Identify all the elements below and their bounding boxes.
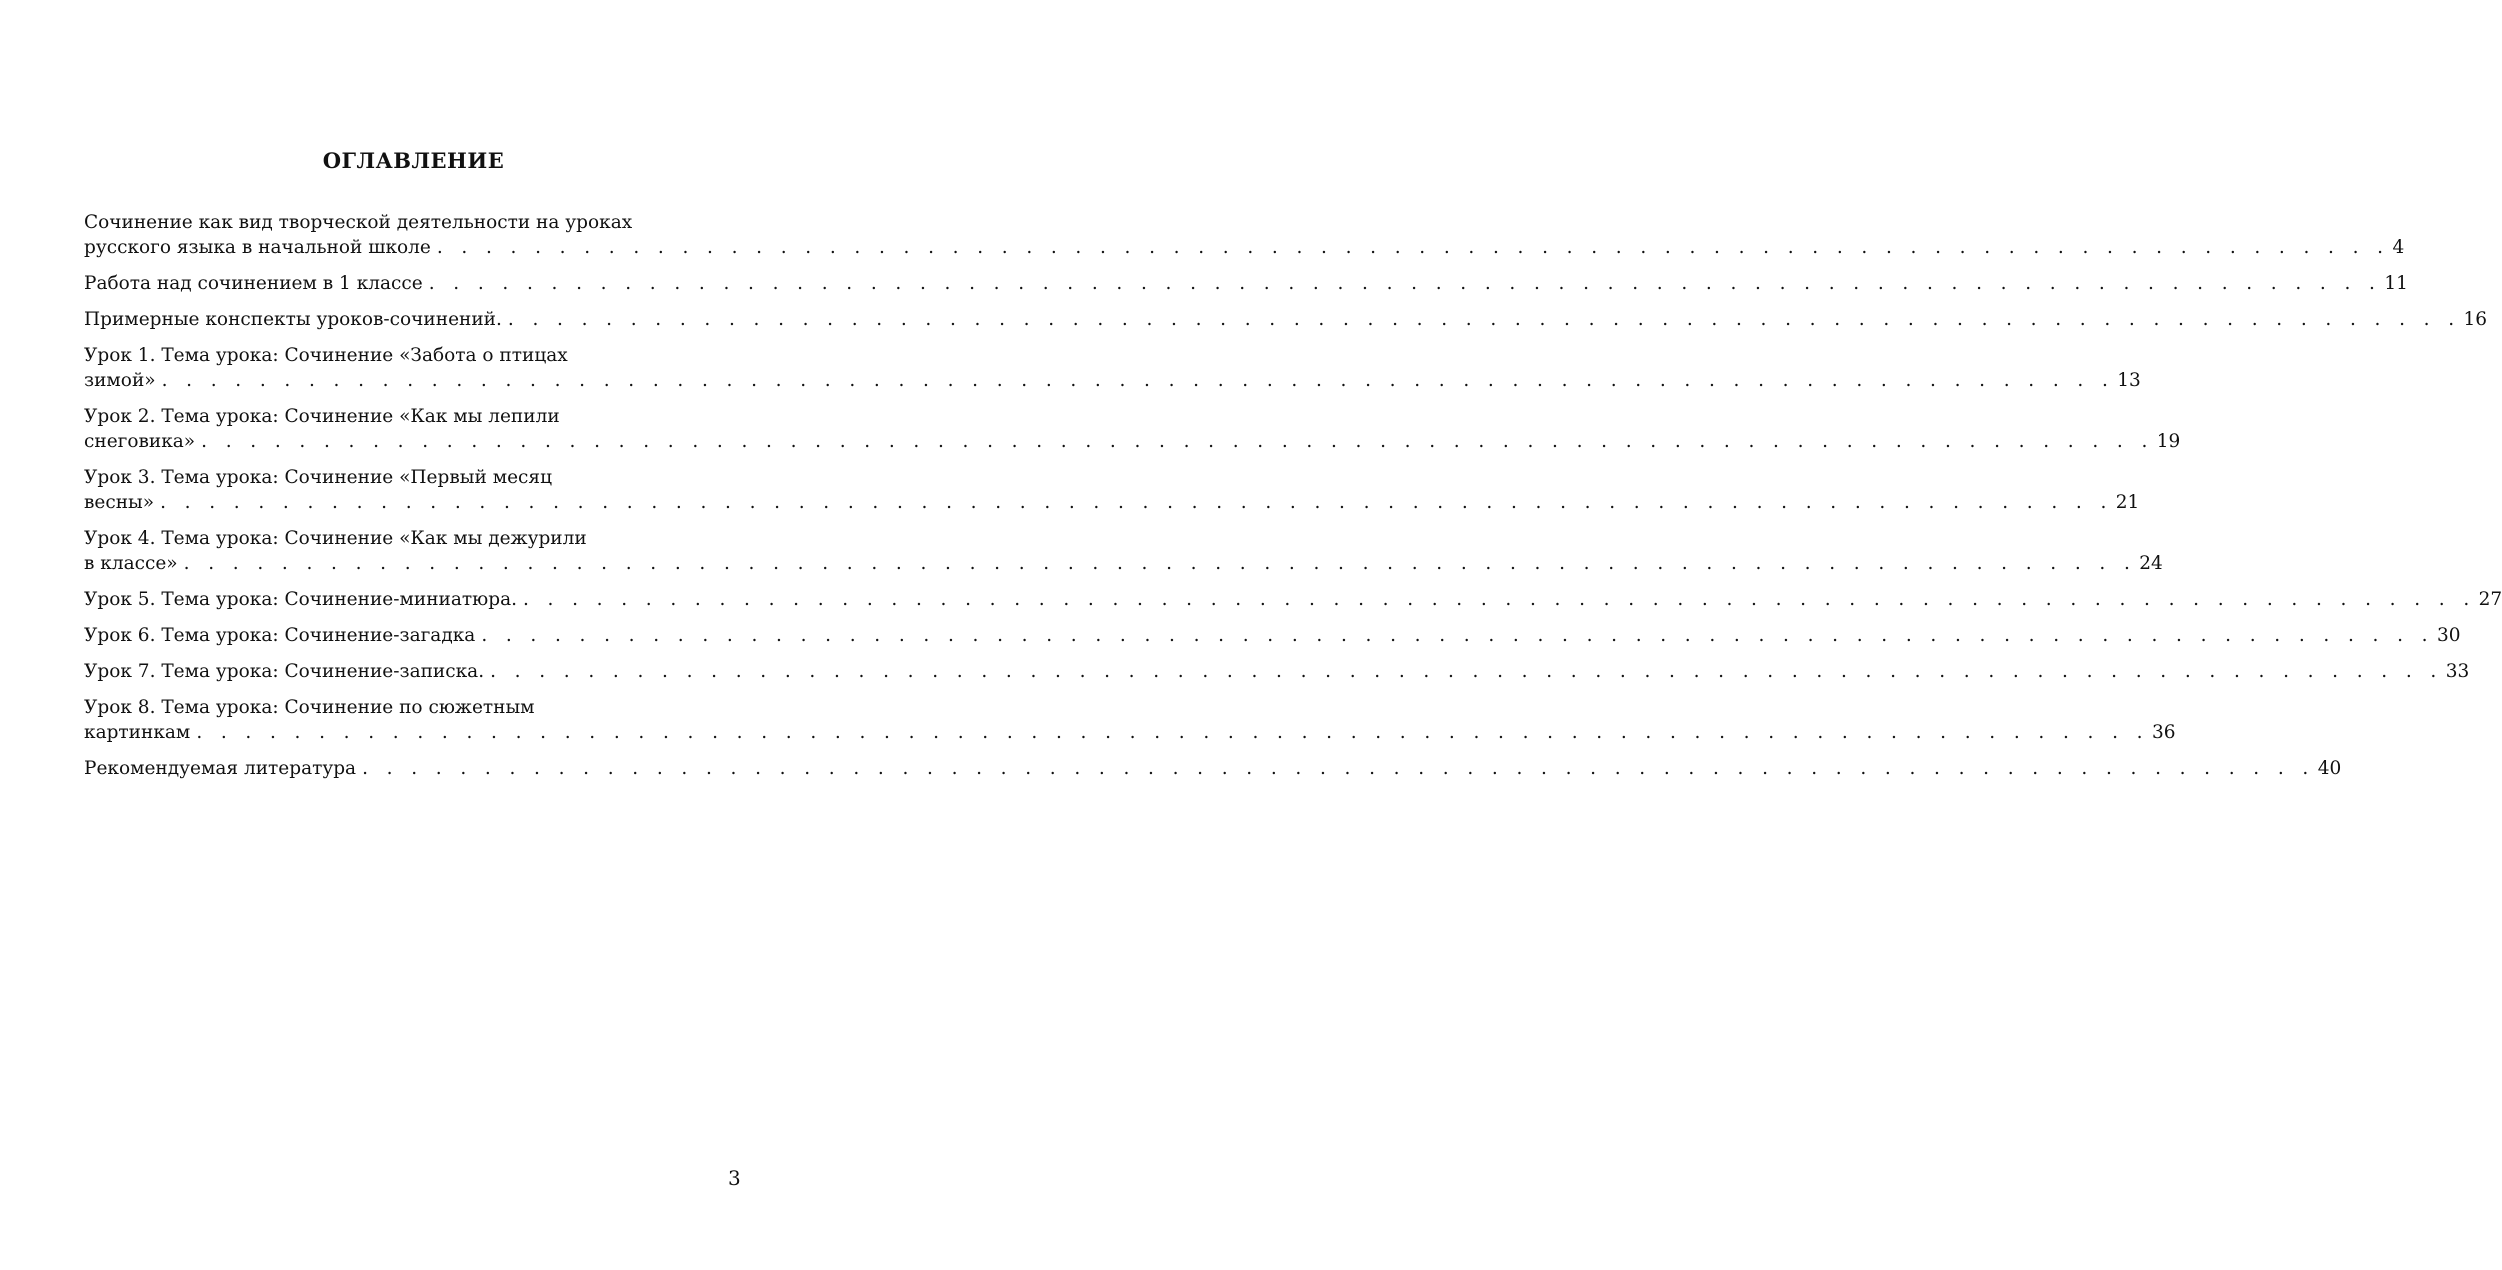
toc-entry-line <box>84 368 2141 393</box>
toc-entry-page: 19 <box>2156 431 2181 452</box>
toc-entry <box>84 756 2342 781</box>
toc-entry <box>84 343 2141 393</box>
toc-entry-text: Урок 2. Тема урока: Сочинение «Как мы лепили <box>84 406 560 427</box>
toc-entry-line <box>84 623 2461 648</box>
toc-entry <box>84 623 2461 648</box>
toc-entry-line <box>84 429 2181 454</box>
toc-entry <box>84 587 2502 612</box>
toc-entry-line <box>84 756 2342 781</box>
toc-entry-page: 4 <box>2392 237 2405 258</box>
toc-entry-line <box>84 659 2470 684</box>
toc-entry-page: 30 <box>2436 625 2461 646</box>
toc-entry-text: в классе» <box>84 553 178 574</box>
toc-entry <box>84 526 2163 576</box>
toc-entry-text: Урок 3. Тема урока: Сочинение «Первый месяц <box>84 467 552 488</box>
toc-entry <box>84 210 2405 260</box>
toc-entry-line <box>84 404 734 429</box>
toc-entry-line <box>84 695 734 720</box>
toc-entry-page: 36 <box>2151 722 2176 743</box>
toc-dot-leader: . . . . . . . . . . . . . . . . . . . . . . . . . . . . . . . . . . . . . . . . . . . . . . . . . . . . . . . . . . . . . . . . . . . . . . . . . . . . . . . . <box>161 370 2115 391</box>
toc-entry-page: 13 <box>2117 370 2141 391</box>
toc-entry <box>84 404 2181 454</box>
toc-entry-text: снеговика» <box>84 431 196 452</box>
toc-entry-text: Сочинение как вид творческой деятельности на уроках <box>84 212 633 233</box>
toc-entry-line <box>84 551 2163 576</box>
toc-dot-leader: . . . . . . . . . . . . . . . . . . . . . . . . . . . . . . . . . . . . . . . . . . . . . . . . . . . . . . . . . . . . . . . . . . . . . . . . . . . . . . . . <box>362 758 2315 779</box>
toc-entry-line <box>84 210 734 235</box>
toc-entry-page: 24 <box>2139 553 2163 574</box>
toc-dot-leader: . . . . . . . . . . . . . . . . . . . . . . . . . . . . . . . . . . . . . . . . . . . . . . . . . . . . . . . . . . . . . . . . . . . . . . . . . . . . . . . . <box>436 237 2390 258</box>
toc-entry-text: весны» <box>84 492 155 513</box>
toc-entry-line <box>84 587 2502 612</box>
toc-entry-text: картинкам <box>84 722 191 743</box>
toc-dot-leader: . . . . . . . . . . . . . . . . . . . . . . . . . . . . . . . . . . . . . . . . . . . . . . . . . . . . . . . . . . . . . . . . . . . . . . . . . . . . . . . . <box>183 553 2137 574</box>
toc-entry-page: 21 <box>2115 492 2140 513</box>
toc-entry-line <box>84 307 2488 332</box>
toc-entry-line <box>84 465 734 490</box>
toc-entry-line <box>84 526 734 551</box>
toc-dot-leader: . . . . . . . . . . . . . . . . . . . . . . . . . . . . . . . . . . . . . . . . . . . . . . . . . . . . . . . . . . . . . . . . . . . . . . . . . . . . . . . . <box>481 625 2434 646</box>
toc-dot-leader: . . . . . . . . . . . . . . . . . . . . . . . . . . . . . . . . . . . . . . . . . . . . . . . . . . . . . . . . . . . . . . . . . . . . . . . . . . . . . . . . <box>196 722 2149 743</box>
toc-entry-text: русского языка в начальной школе <box>84 237 431 258</box>
toc-dot-leader: . . . . . . . . . . . . . . . . . . . . . . . . . . . . . . . . . . . . . . . . . . . . . . . . . . . . . . . . . . . . . . . . . . . . . . . . . . . . . . . . <box>428 273 2382 294</box>
toc-entry <box>84 465 2140 515</box>
toc-entry-text: Рекомендуемая литература <box>84 758 357 779</box>
table-of-contents <box>84 210 2502 792</box>
toc-entry-page: 40 <box>2317 758 2342 779</box>
toc-entry <box>84 307 2488 332</box>
toc-entry-page: 27 <box>2478 589 2502 610</box>
toc-dot-leader: . . . . . . . . . . . . . . . . . . . . . . . . . . . . . . . . . . . . . . . . . . . . . . . . . . . . . . . . . . . . . . . . . . . . . . . . . . . . . . . . <box>201 431 2154 452</box>
toc-entry-page: 33 <box>2445 661 2470 682</box>
toc-entry-text: Урок 4. Тема урока: Сочинение «Как мы дежурили <box>84 528 587 549</box>
toc-dot-leader: . . . . . . . . . . . . . . . . . . . . . . . . . . . . . . . . . . . . . . . . . . . . . . . . . . . . . . . . . . . . . . . . . . . . . . . . . . . . . . . . <box>522 589 2476 610</box>
toc-entry-line <box>84 343 734 368</box>
page-number: 3 <box>728 1166 741 1190</box>
toc-entry-text: Урок 5. Тема урока: Сочинение-миниатюра. <box>84 589 517 610</box>
toc-entry-text: Урок 1. Тема урока: Сочинение «Забота о птицах <box>84 345 568 366</box>
toc-dot-leader: . . . . . . . . . . . . . . . . . . . . . . . . . . . . . . . . . . . . . . . . . . . . . . . . . . . . . . . . . . . . . . . . . . . . . . . . . . . . . . . . <box>490 661 2443 682</box>
toc-dot-leader: . . . . . . . . . . . . . . . . . . . . . . . . . . . . . . . . . . . . . . . . . . . . . . . . . . . . . . . . . . . . . . . . . . . . . . . . . . . . . . . . <box>507 309 2461 330</box>
toc-entry-text: Урок 6. Тема урока: Сочинение-загадка <box>84 625 476 646</box>
toc-entry-text: Работа над сочинением в 1 классе <box>84 273 423 294</box>
toc-entry <box>84 659 2470 684</box>
toc-entry-line <box>84 235 2405 260</box>
toc-entry-text: Примерные конспекты уроков-сочинений. <box>84 309 502 330</box>
toc-entry-line <box>84 490 2140 515</box>
toc-entry <box>84 695 2176 745</box>
toc-entry-line <box>84 720 2176 745</box>
toc-entry-page: 16 <box>2463 309 2488 330</box>
toc-entry <box>84 271 2408 296</box>
toc-entry-text: Урок 8. Тема урока: Сочинение по сюжетным <box>84 697 535 718</box>
toc-entry-text: Урок 7. Тема урока: Сочинение-записка. <box>84 661 485 682</box>
toc-entry-text: зимой» <box>84 370 156 391</box>
toc-dot-leader: . . . . . . . . . . . . . . . . . . . . . . . . . . . . . . . . . . . . . . . . . . . . . . . . . . . . . . . . . . . . . . . . . . . . . . . . . . . . . . . . <box>160 492 2113 513</box>
toc-entry-line <box>84 271 2408 296</box>
toc-entry-page: 11 <box>2384 273 2408 294</box>
page-title: ОГЛАВЛЕНИЕ <box>322 148 505 173</box>
